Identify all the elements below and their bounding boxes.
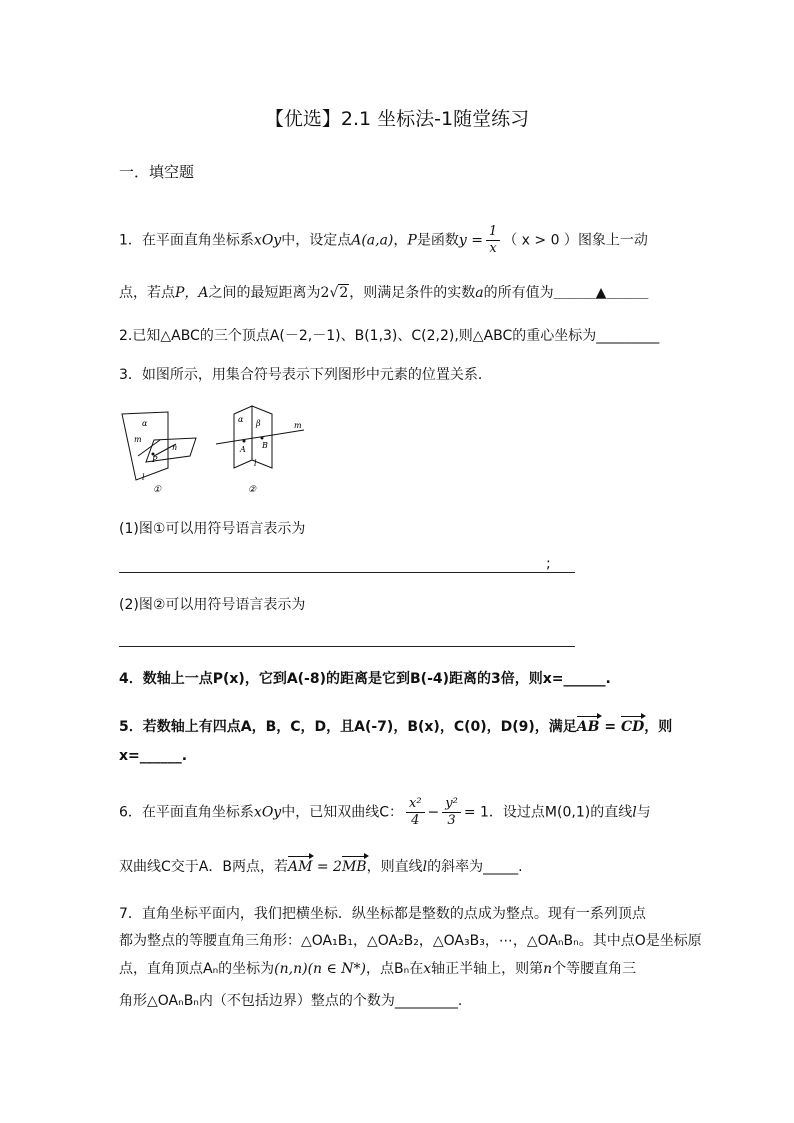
fig2-l-label: l [254,459,257,468]
q5-vector-ab: AB [576,719,600,735]
q5-text-end: ，则 [644,719,673,735]
q7-text: 个等腰直角三 [552,961,637,977]
question-6-line-2 [119,856,523,876]
q6-fraction-1 [406,796,425,829]
q7-text: 点，直角顶点Aₙ的坐标为 [119,961,275,977]
q1-text: 的所有值为 [483,285,554,301]
q7-coordinates: (n,n)(n ∈ N*) [274,961,367,977]
q1-text: 图象上一动 [577,232,648,249]
question-7-line-4: 角形△OAₙBₙ内（不包括边界）整点的个数为_________. [119,993,463,1009]
q6-fraction-2 [442,796,461,829]
q6-text: 与 [636,804,651,821]
fig2-beta-label: β [256,419,261,428]
fig2-a-label: A [240,445,246,454]
q6-minus: − [427,804,440,821]
question-5-line-2: x=______. [119,748,188,764]
fig2-b-label: B [262,441,268,450]
q1-coefficient: 2 [320,285,330,301]
q7-text: 轴正半轴上，则第 [431,961,544,977]
q1-numerator: 1 [486,224,500,241]
q5-vector-cd: CD [620,719,645,735]
question-7-line-1: 7．直角坐标平面内，我们把横坐标．纵坐标都是整数的点成为整点。现有一系列顶点 [119,906,646,922]
q6-denominator-2: 3 [447,813,456,828]
q1-xoy: xOy [253,232,282,249]
q1-text: 1．在平面直角坐标系 [119,232,254,249]
q7-text: ，点Bₙ在 [366,961,424,977]
question-1-line-1 [119,224,648,257]
question-2: 2.已知△ABC的三个顶点A(－2,－1)、B(1,3)、C(2,2),则△ABC的重心坐标为_________ [119,328,660,344]
q1-sqrt: 2√2 [320,285,349,301]
q6-vector-am: AM [287,859,313,875]
q1-points: P，A [175,285,209,301]
q6-text: 双曲线C交于A．B两点，若 [119,859,288,875]
q6-text: 的斜率为_____. [427,859,523,875]
q1-radicand: 2 [339,285,349,301]
question-3-figure [116,404,316,496]
question-6-line-1 [119,796,651,829]
question-7-line-2: 都为整点的等腰直角三角形：△OA₁B₁，△OA₂B₂，△OA₃B₃，⋯，△OAₙBₙ。其中点O是坐标原 [119,933,702,949]
figure-2-label: ② [248,485,257,495]
q6-line-l: l [422,859,428,875]
q1-answer-blank: ＿＿＿▲＿＿＿ [553,285,649,301]
question-1-line-2 [119,282,648,302]
q6-xoy: xOy [253,804,282,821]
q1-text: ，则满足条件的实数 [349,285,476,301]
section-heading: 一．填空题 [119,163,195,181]
fig1-l-label: l [142,473,145,482]
q1-condition: （ x > 0 ） [503,232,578,249]
question-7-line-3 [119,958,636,978]
q1-denominator: x [489,241,497,256]
fig1-n-label: n [172,443,178,452]
fig1-m-label: m [134,435,142,444]
q6-text: ，则直线 [366,859,423,875]
q6-vector-mb: MB [341,859,367,875]
q5-equals: = [599,719,621,735]
fig1-alpha-label: α [142,419,148,428]
q1-text: 之间的最短距离为 [208,285,321,301]
question-3-part-2: (2)图②可以用符号语言表示为 [119,597,306,613]
q7-n: n [543,961,553,977]
answer-line-1 [119,572,575,573]
q1-fraction [486,224,500,257]
q6-text: 6．在平面直角坐标系 [119,804,254,821]
question-4: 4．数轴上一点P(x)，它到A(-8)的距离是它到B(-4)距离的3倍，则x=______. [119,671,611,687]
fig1-p-label: P [152,455,158,464]
q1-text: 中，设定点 [281,232,352,249]
q1-point-p: P [407,232,417,249]
figure-1-label: ① [153,485,162,495]
q1-text: ， [393,232,408,249]
q6-denominator-1: 4 [411,813,420,828]
q6-line-l: l [632,804,637,821]
q1-text: 点，若点 [119,285,175,301]
q1-point-a: A(a,a) [351,232,394,249]
q6-text: 中，已知双曲线C： [281,804,403,821]
fig2-alpha-label: α [238,415,244,424]
fig2-m-label: m [294,421,302,430]
q1-text: 是函数 [416,232,459,249]
question-5-line-1 [119,716,672,736]
q6-numerator-1: x² [406,796,425,813]
answer-line-2 [119,646,575,647]
question-3-part-1: (1)图①可以用符号语言表示为 [119,521,306,537]
q1-function: y = [458,232,483,249]
q1-var-a: a [475,285,484,301]
q6-numerator-2: y² [442,796,461,813]
q6-equals: = 2 [312,859,342,875]
q5-text: 5．若数轴上有四点A，B，C，D，且A(-7)，B(x)，C(0)，D(9)，满足 [119,719,577,735]
answer-line-1-end: ; [546,556,551,572]
question-3: 3．如图所示，用集合符号表示下列图形中元素的位置关系． [119,367,492,383]
page-title: 【优选】2.1 坐标法-1随堂练习 [264,108,530,130]
q6-text: = 1．设过点M(0,1)的直线 [463,804,633,821]
q7-x: x [423,961,432,977]
